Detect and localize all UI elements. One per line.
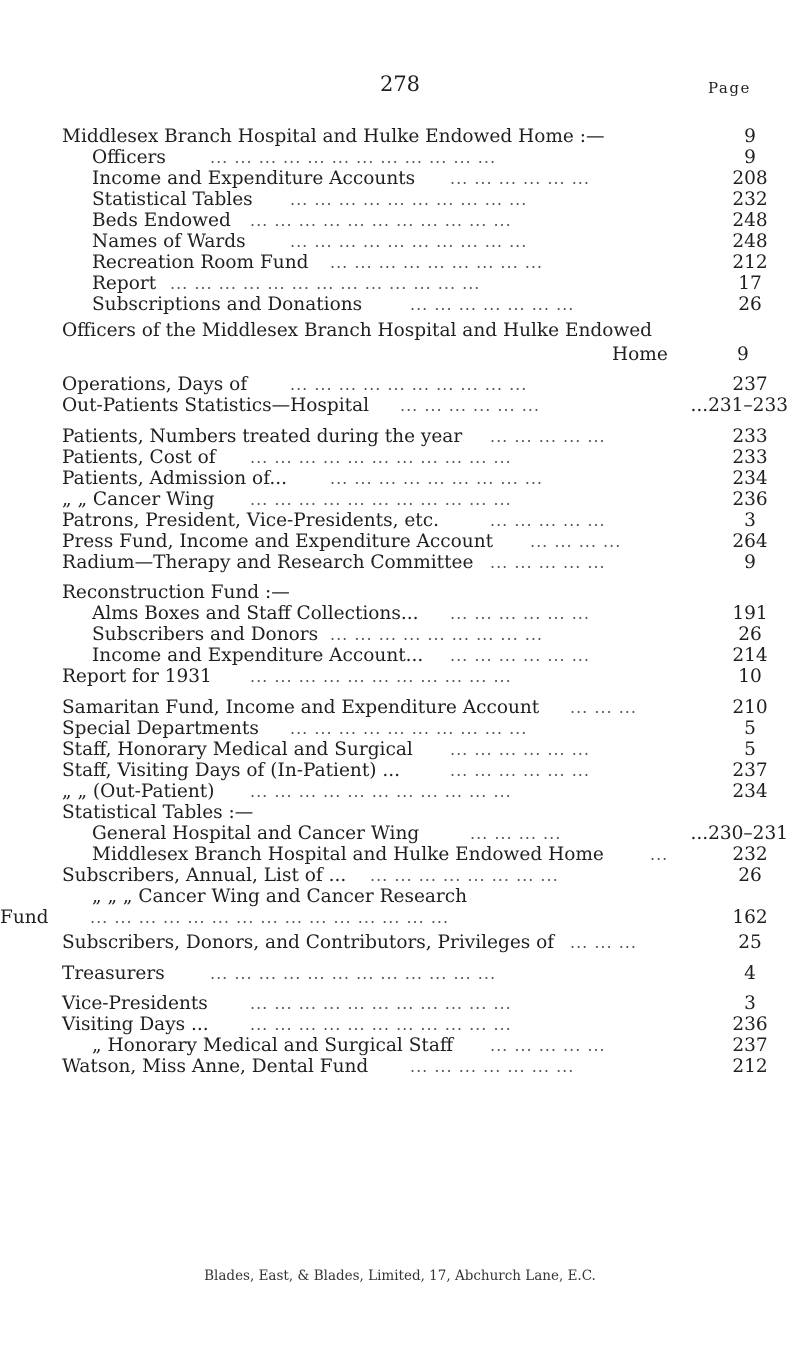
index-entry-text: Officers of the Middlesex Branch Hospital and Hulke Endowed bbox=[62, 320, 652, 341]
index-entry-page: 212 bbox=[732, 252, 768, 273]
index-entry bbox=[0, 1014, 800, 1036]
index-entry bbox=[0, 718, 800, 740]
index-entry-text: Subscriptions and Donations bbox=[92, 294, 363, 315]
index-entry-text: Statistical Tables bbox=[92, 189, 253, 210]
leader-dots: ... ... ... ... ... ... bbox=[450, 604, 590, 623]
index-entry-text: Subscribers and Donors bbox=[92, 624, 319, 645]
index-entry-page: 234 bbox=[732, 781, 768, 802]
index-entry-page: 210 bbox=[732, 697, 768, 718]
index-entry-text: Report bbox=[92, 273, 157, 294]
index-entry bbox=[0, 552, 800, 574]
index-entry-text: Names of Wards bbox=[92, 231, 246, 252]
index-entry-page: 5 bbox=[744, 739, 756, 760]
index-entry-page: 248 bbox=[732, 231, 768, 252]
index-entry-page: 208 bbox=[732, 168, 768, 189]
index-entry bbox=[0, 210, 800, 232]
index-entry-text: „ Honorary Medical and Surgical Staff bbox=[92, 1035, 454, 1056]
leader-dots: ... ... ... ... ... ... ... ... ... bbox=[330, 253, 544, 272]
leader-dots: ... ... ... ... ... bbox=[490, 553, 606, 572]
index-entry bbox=[0, 294, 800, 316]
index-entry bbox=[0, 1056, 800, 1078]
index-entry-text: Reconstruction Fund :— bbox=[62, 582, 290, 603]
printer-imprint: Blades, East, & Blades, Limited, 17, Abchurch Lane, E.C. bbox=[204, 1268, 596, 1284]
index-entry-page: 9 bbox=[744, 126, 756, 147]
page-column-heading: Page bbox=[708, 79, 751, 97]
index-entry-text: Alms Boxes and Staff Collections... bbox=[92, 603, 419, 624]
index-entry bbox=[0, 510, 800, 532]
leader-dots: ... ... ... ... ... ... ... ... ... ... bbox=[290, 190, 528, 209]
index-entry-page: ...230–231 bbox=[690, 823, 788, 844]
index-entry-page: 234 bbox=[732, 468, 768, 489]
index-entry bbox=[0, 624, 800, 646]
leader-dots: ... ... ... ... ... ... bbox=[400, 396, 540, 415]
index-entry bbox=[0, 320, 800, 342]
index-entry-page: 5 bbox=[744, 718, 756, 739]
index-entry-page: 232 bbox=[732, 189, 768, 210]
index-entry bbox=[0, 993, 800, 1015]
index-entry bbox=[0, 603, 800, 625]
index-entry bbox=[0, 907, 800, 929]
index-entry-text: Visiting Days ... bbox=[62, 1014, 209, 1035]
index-entry-page: 4 bbox=[744, 963, 756, 984]
index-entry-text: Radium—Therapy and Research Committee bbox=[62, 552, 474, 573]
index-entry-page: 264 bbox=[732, 531, 768, 552]
index-entry bbox=[0, 666, 800, 688]
index-entry-page: 162 bbox=[732, 907, 768, 928]
index-entry-page: 26 bbox=[738, 624, 762, 645]
index-entry bbox=[0, 932, 800, 954]
index-entry bbox=[0, 168, 800, 190]
index-entry-page: 3 bbox=[744, 993, 756, 1014]
leader-dots: ... ... ... ... ... ... bbox=[450, 169, 590, 188]
leader-dots: ... ... ... ... ... ... ... bbox=[410, 295, 575, 314]
index-entry-text: Patrons, President, Vice-Presidents, etc. bbox=[62, 510, 439, 531]
index-entry-page: 232 bbox=[732, 844, 768, 865]
index-entry bbox=[0, 531, 800, 553]
index-entry-text: Patients, Numbers treated during the year bbox=[62, 426, 463, 447]
leader-dots: ... ... ... ... bbox=[470, 824, 562, 843]
index-entry bbox=[0, 426, 800, 448]
index-entry-text: Patients, Cost of bbox=[62, 447, 216, 468]
index-entry bbox=[0, 645, 800, 667]
index-entry-page: 191 bbox=[732, 603, 768, 624]
index-entry-page: 17 bbox=[738, 273, 762, 294]
leader-dots: ... ... ... ... ... ... ... ... ... ... ... ... ... bbox=[170, 274, 481, 293]
index-entry bbox=[0, 231, 800, 253]
index-entry-page: 3 bbox=[744, 510, 756, 531]
index-entry-page: 9 bbox=[737, 344, 749, 365]
index-entry bbox=[0, 374, 800, 396]
leader-dots: ... ... ... ... bbox=[530, 532, 622, 551]
index-entry-text: Beds Endowed bbox=[92, 210, 231, 231]
index-entry bbox=[0, 802, 800, 824]
index-entry bbox=[0, 760, 800, 782]
index-entry-page: 26 bbox=[738, 294, 762, 315]
index-entry-page: 212 bbox=[732, 1056, 768, 1077]
leader-dots: ... ... ... ... ... ... bbox=[450, 740, 590, 759]
index-entry-page: 233 bbox=[732, 447, 768, 468]
index-entry bbox=[0, 147, 800, 169]
index-entry bbox=[0, 395, 800, 417]
index-entry-text: Middlesex Branch Hospital and Hulke Endowed Home :— bbox=[62, 126, 605, 147]
index-entry bbox=[0, 468, 800, 490]
leader-dots: ... ... ... ... ... ... ... ... ... ... ... bbox=[250, 211, 512, 230]
leader-dots: ... ... ... ... ... ... bbox=[450, 646, 590, 665]
index-entry-page: 9 bbox=[744, 552, 756, 573]
index-entry-text: Subscribers, Annual, List of ... bbox=[62, 865, 347, 886]
leader-dots: ... ... ... ... ... ... bbox=[450, 761, 590, 780]
index-entry bbox=[0, 844, 800, 866]
index-entry-text: Press Fund, Income and Expenditure Account bbox=[62, 531, 494, 552]
index-entry-text: Patients, Admission of... bbox=[62, 468, 288, 489]
leader-dots: ... ... ... ... ... ... ... ... ... bbox=[330, 469, 544, 488]
index-entry-page: 237 bbox=[732, 374, 768, 395]
index-entry-text: Out-Patients Statistics—Hospital bbox=[62, 395, 370, 416]
leader-dots: ... ... ... ... ... ... ... ... ... ... bbox=[290, 375, 528, 394]
leader-dots: ... bbox=[650, 845, 669, 864]
leader-dots: ... ... ... ... ... ... ... ... ... ... ... ... ... ... ... bbox=[90, 908, 450, 927]
index-entry-page: 236 bbox=[732, 1014, 768, 1035]
index-entry-page: 10 bbox=[738, 666, 762, 687]
index-entry-page: 237 bbox=[732, 1035, 768, 1056]
index-entry-page: 233 bbox=[732, 426, 768, 447]
index-entry-text: Subscribers, Donors, and Contributors, Privileges of bbox=[62, 932, 555, 953]
index-entry-text: Officers bbox=[92, 147, 166, 168]
index-entry-text: Report for 1931 bbox=[62, 666, 212, 687]
index-entry-page: 26 bbox=[738, 865, 762, 886]
index-entry-text: Income and Expenditure Accounts bbox=[92, 168, 416, 189]
index-entry bbox=[0, 697, 800, 719]
index-entry bbox=[0, 886, 800, 908]
index-entry bbox=[0, 865, 800, 887]
index-entry-text: Staff, Honorary Medical and Surgical bbox=[62, 739, 413, 760]
index-entry bbox=[0, 823, 800, 845]
index-entry-page: ...231–233 bbox=[690, 395, 788, 416]
index-entry-page: 248 bbox=[732, 210, 768, 231]
leader-dots: ... ... ... ... ... ... ... bbox=[410, 1057, 575, 1076]
leader-dots: ... ... ... ... ... ... ... ... ... ... ... bbox=[250, 994, 512, 1013]
leader-dots: ... ... ... ... ... ... ... ... ... bbox=[330, 625, 544, 644]
index-entry bbox=[0, 781, 800, 803]
index-entry-text: Watson, Miss Anne, Dental Fund bbox=[62, 1056, 369, 1077]
index-entry-text: Income and Expenditure Account... bbox=[92, 645, 424, 666]
leader-dots: ... ... ... ... ... bbox=[490, 427, 606, 446]
leader-dots: ... ... ... ... ... bbox=[490, 511, 606, 530]
index-entry-page: 214 bbox=[732, 645, 768, 666]
index-entry-text: Vice-Presidents bbox=[62, 993, 208, 1014]
leader-dots: ... ... ... bbox=[570, 698, 637, 717]
index-entry-page: 25 bbox=[738, 932, 762, 953]
leader-dots: ... ... ... ... ... ... ... ... ... ... bbox=[290, 719, 528, 738]
leader-dots: ... ... ... ... ... ... ... ... ... ... ... ... bbox=[210, 964, 497, 983]
index-entry-text: General Hospital and Cancer Wing bbox=[92, 823, 420, 844]
leader-dots: ... ... ... ... ... bbox=[490, 1036, 606, 1055]
leader-dots: ... ... ... ... ... ... ... ... ... ... ... bbox=[250, 1015, 512, 1034]
index-entry-text: Treasurers bbox=[62, 963, 165, 984]
leader-dots: ... ... ... ... ... ... ... ... ... ... ... bbox=[250, 490, 512, 509]
index-entry-text: Special Departments bbox=[62, 718, 259, 739]
index-entry-page: 237 bbox=[732, 760, 768, 781]
index-entry-text: „ „ (Out-Patient) bbox=[62, 781, 215, 802]
index-entry-page: 9 bbox=[744, 147, 756, 168]
index-entry-text: Fund bbox=[0, 907, 49, 928]
index-entry bbox=[0, 489, 800, 511]
leader-dots: ... ... ... ... ... ... ... ... bbox=[370, 866, 559, 885]
index-entry-text: Staff, Visiting Days of (In-Patient) ... bbox=[62, 760, 401, 781]
leader-dots: ... ... ... ... ... ... ... ... ... ... bbox=[290, 232, 528, 251]
index-entry-text: Recreation Room Fund bbox=[92, 252, 309, 273]
index-entry-text: Samaritan Fund, Income and Expenditure Account bbox=[62, 697, 540, 718]
index-entry-text: Middlesex Branch Hospital and Hulke Endowed Home bbox=[92, 844, 604, 865]
index-entry-text: Statistical Tables :— bbox=[62, 802, 254, 823]
index-entry bbox=[0, 447, 800, 469]
leader-dots: ... ... ... bbox=[570, 933, 637, 952]
index-entry bbox=[0, 189, 800, 211]
index-entry-text: Operations, Days of bbox=[62, 374, 248, 395]
index-entry-text: Home bbox=[612, 344, 668, 365]
index-entry bbox=[0, 126, 800, 148]
page-number: 278 bbox=[379, 72, 421, 96]
index-entry bbox=[0, 273, 800, 295]
index-entry bbox=[0, 1035, 800, 1057]
leader-dots: ... ... ... ... ... ... ... ... ... ... ... bbox=[250, 667, 512, 686]
leader-dots: ... ... ... ... ... ... ... ... ... ... ... bbox=[250, 782, 512, 801]
leader-dots: ... ... ... ... ... ... ... ... ... ... ... bbox=[250, 448, 512, 467]
index-entry bbox=[0, 739, 800, 761]
index-entry bbox=[0, 963, 800, 985]
index-entry-text: „ „ „ Cancer Wing and Cancer Research bbox=[92, 886, 468, 907]
leader-dots: ... ... ... ... ... ... ... ... ... ... ... ... bbox=[210, 148, 497, 167]
index-entry-page: 236 bbox=[732, 489, 768, 510]
index-entry-text: „ „ Cancer Wing bbox=[62, 489, 215, 510]
index-entry bbox=[0, 252, 800, 274]
index-entry bbox=[0, 582, 800, 604]
